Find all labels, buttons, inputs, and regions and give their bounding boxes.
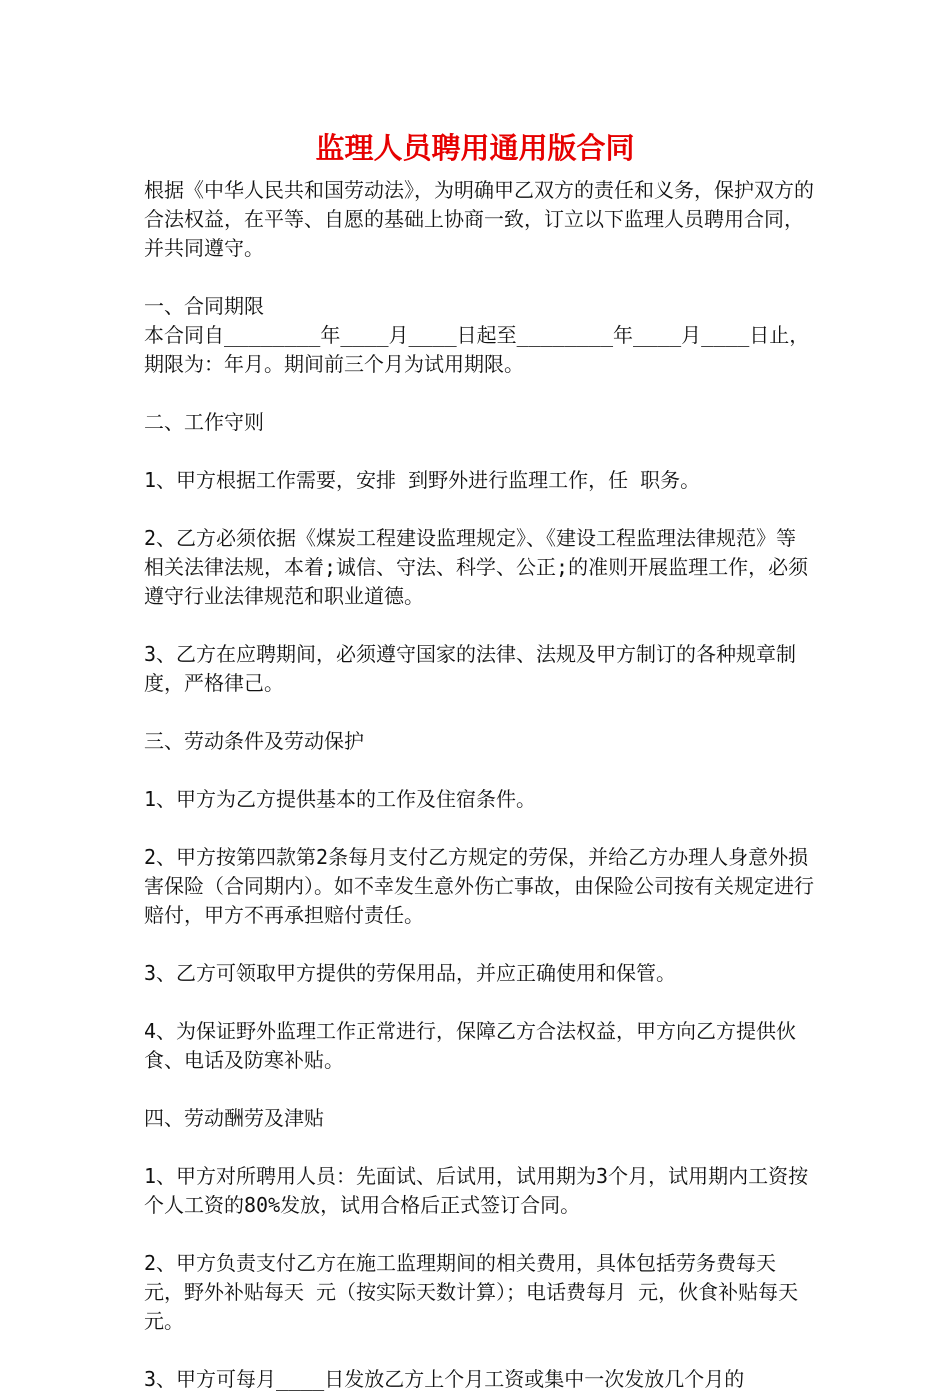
document-title: 监理人员聘用通用版合同 <box>315 131 635 165</box>
conditions-item: 1、甲方为乙方提供基本的工作及住宿条件。 <box>144 787 537 811</box>
section-heading-rules: 二、工作守则 <box>144 410 264 434</box>
conditions-item: 2、甲方按第四款第2条每月支付乙方规定的劳保，并给乙方办理人身意外损害保险（合同期内）。如不幸发生意外伤亡事故，由保险公司按有关规定进行赔付，甲方不再承担赔付责任。 <box>144 845 814 927</box>
pay-item: 2、甲方负责支付乙方在施工监理期间的相关费用，具体包括劳务费每天 元，野外补贴每天 元（按实际天数计算）；电话费每月 元，伙食补贴每天 元。 <box>144 1251 811 1333</box>
rules-item: 2、乙方必须依据《煤炭工程建设监理规定》、《建设工程监理法律规范》等相关法律法规，本着;诚信、守法、科学、公正;的准则开展监理工作，必须遵守行业法律规范和职业道德。 <box>144 526 809 608</box>
rules-item: 1、甲方根据工作需要，安排 到野外进行监理工作，任 职务。 <box>144 468 701 492</box>
conditions-item: 3、乙方可领取甲方提供的劳保用品，并应正确使用和保管。 <box>144 961 677 985</box>
intro-paragraph: 根据《中华人民共和国劳动法》，为明确甲乙双方的责任和义务，保护双方的合法权益，在平等、自愿的基础上协商一致，订立以下监理人员聘用合同，并共同遵守。 <box>144 178 814 260</box>
pay-item: 3、甲方可每月____日发放乙方上个月工资或集中一次发放几个月的 <box>144 1367 745 1391</box>
document-body <box>144 176 814 1394</box>
rules-item: 3、乙方在应聘期间，必须遵守国家的法律、法规及甲方制订的各种规章制度，严格律己。 <box>144 642 797 695</box>
section-heading-term: 一、合同期限 <box>144 294 264 318</box>
pay-item: 1、甲方对所聘用人员：先面试、后试用，试用期为3个月，试用期内工资按个人工资的80%发放，试用合格后正式签订合同。 <box>144 1164 809 1217</box>
section-heading-pay: 四、劳动酬劳及津贴 <box>144 1106 324 1130</box>
section-heading-conditions: 三、劳动条件及劳动保护 <box>144 729 364 753</box>
term-paragraph: 本合同自________年____月____日起至________年____月____日止，期限为：年月。期间前三个月为试用期限。 <box>144 323 810 376</box>
conditions-item: 4、为保证野外监理工作正常进行，保障乙方合法权益，甲方向乙方提供伙食、电话及防寒补贴。 <box>144 1019 797 1072</box>
